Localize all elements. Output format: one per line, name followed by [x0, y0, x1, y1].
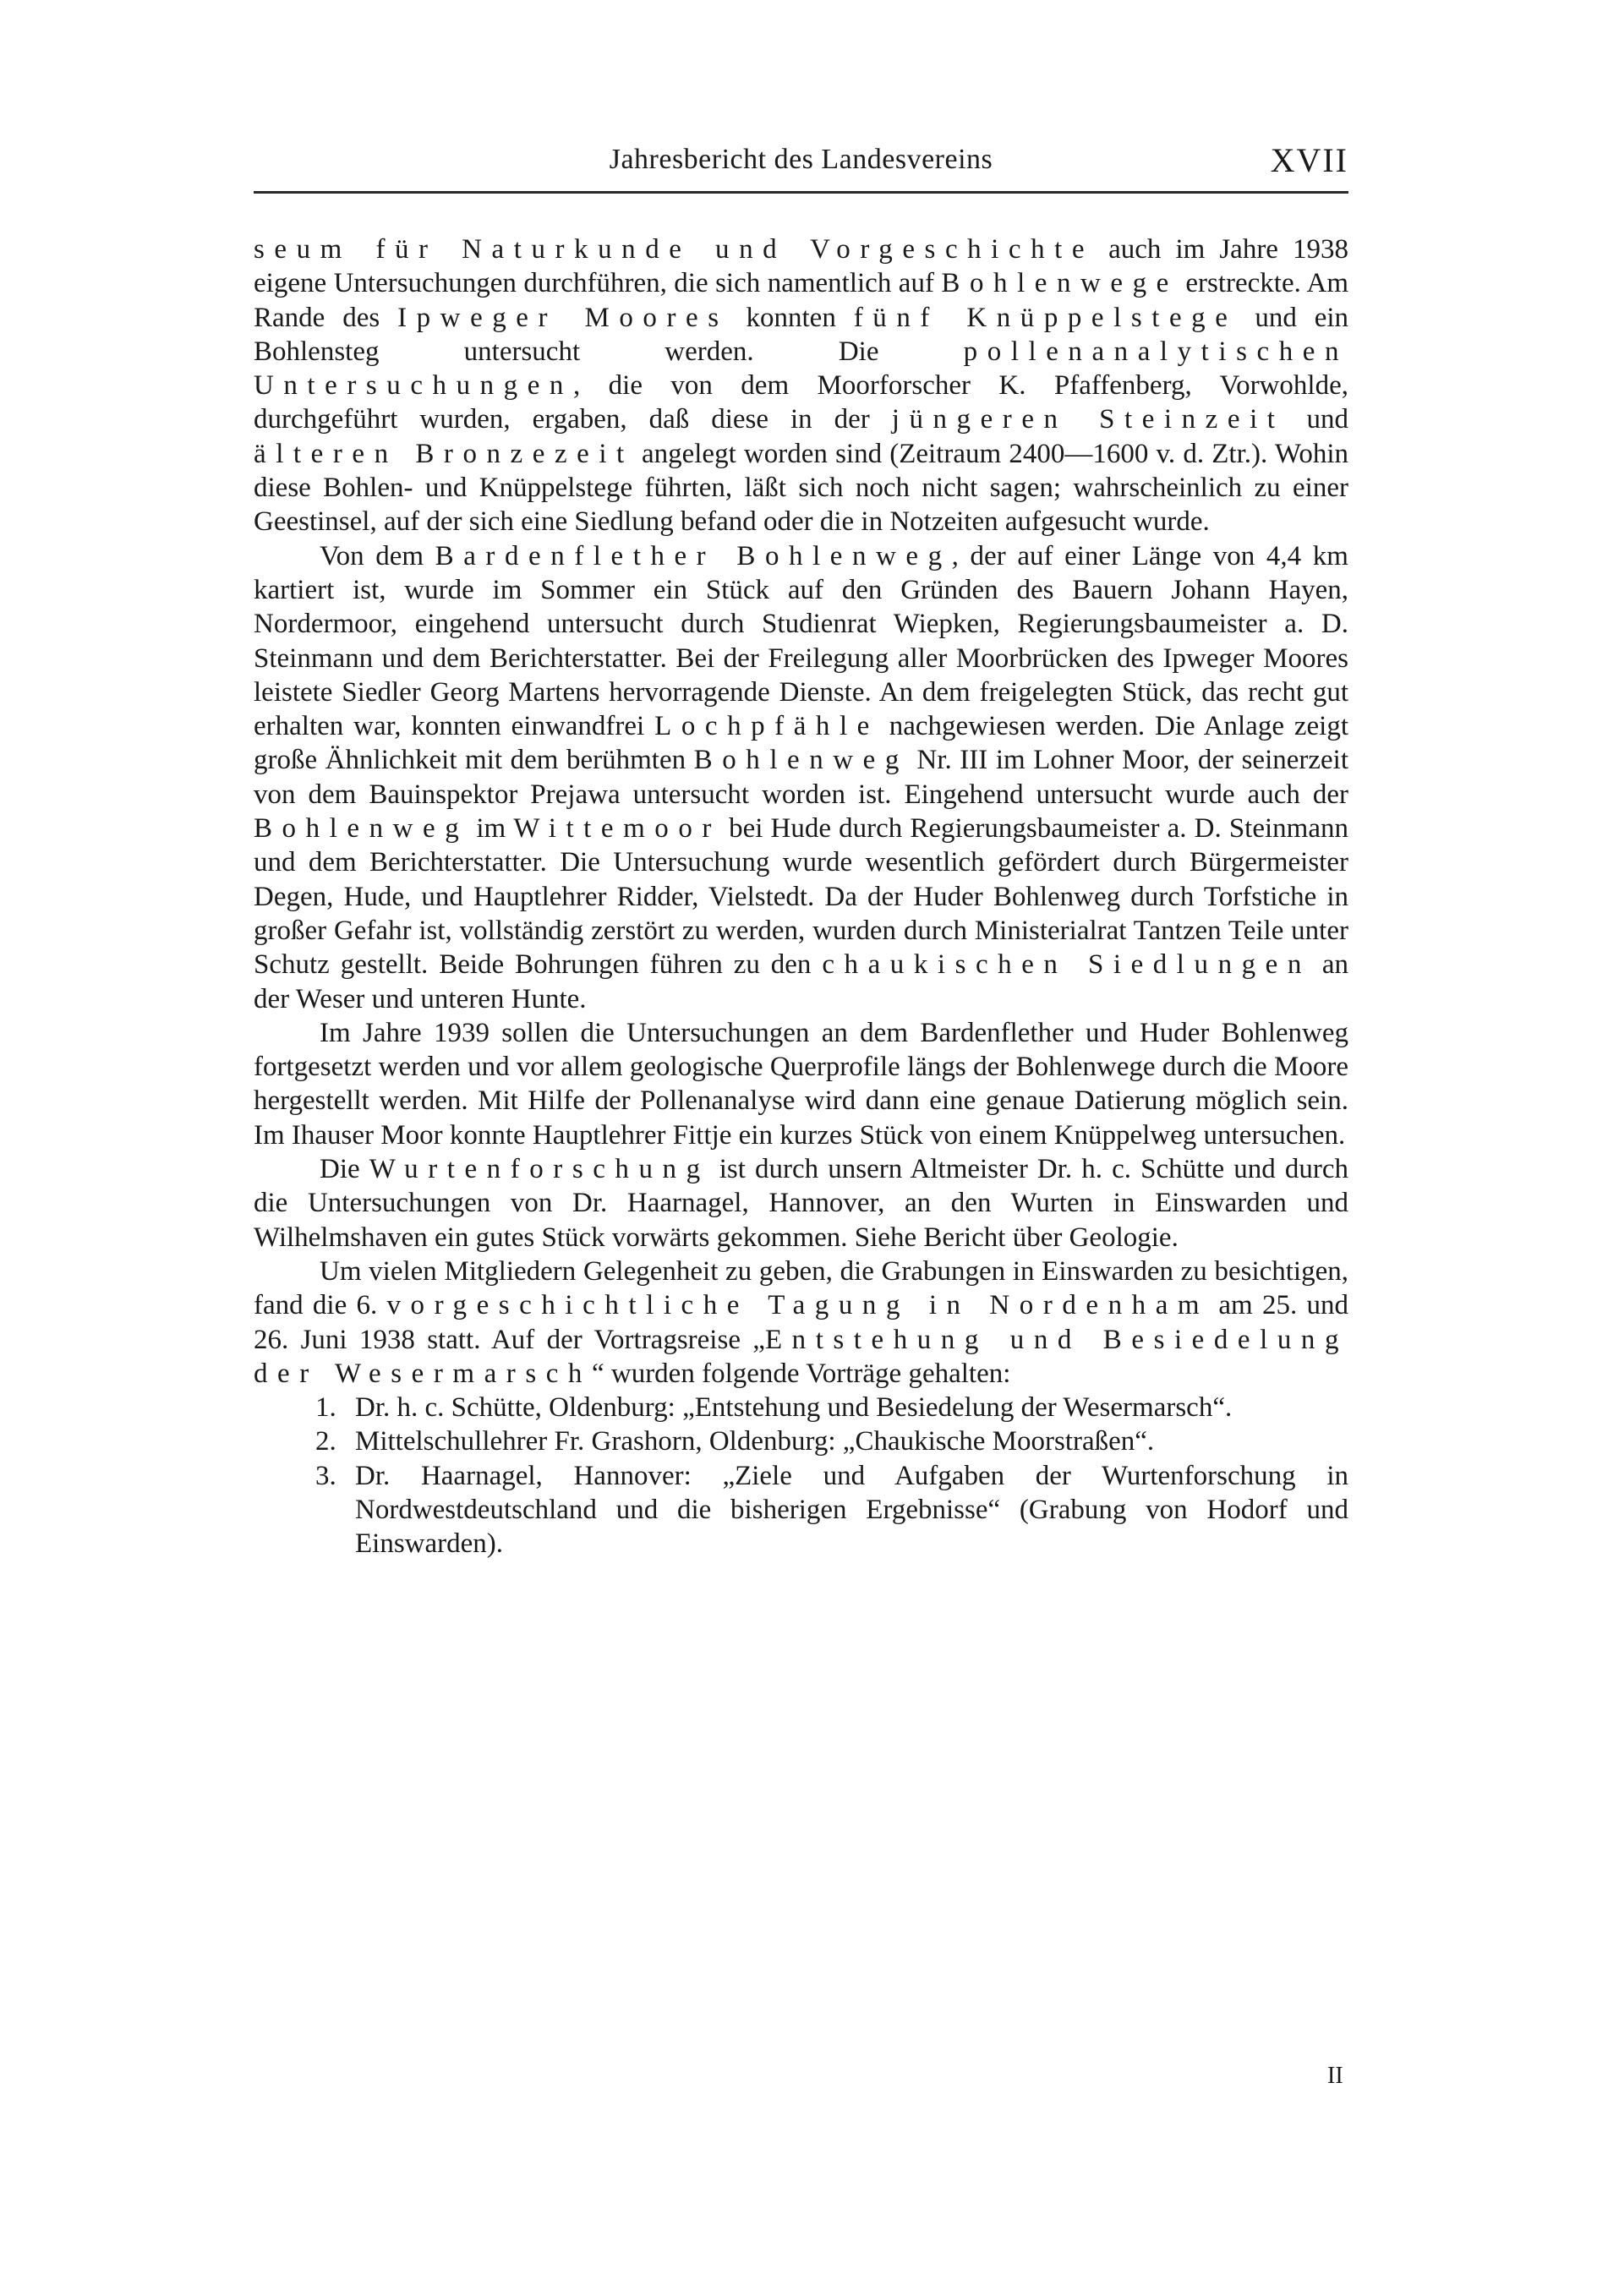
spaced-emphasis: jüngeren Steinzeit: [891, 404, 1285, 435]
spaced-emphasis: fünf Knüppelstege: [853, 302, 1238, 333]
text-run: und ein Bohlensteg untersucht werden. Die: [254, 302, 1349, 367]
spaced-emphasis: Lochpfähle: [654, 711, 879, 742]
text-run: angelegt worden sind (Zeitraum 2400—1600 v. d. Ztr.). Wohin diese Bohlen- und Knüppelstege führten, läßt sich noch nicht sagen; wahrscheinlich zu einer Geestinsel, auf der sich eine Siedlung befand oder die in Notzeiten aufgesucht wurde.: [254, 438, 1349, 538]
list-item: [254, 1424, 1348, 1458]
text-run: bei Hude durch Regierungsbaumeister a. D. Steinmann und dem Berichterstatter. Die Untersuchung wurde wesentlich gefördert durch Bürgermeister Degen, Hude, und Hauptlehrer Ridder, Vielstedt. Da der Huder Bohlenweg durch Torfstiche in großer Gefahr ist, vollständig zerstört zu werden, wurden durch Ministerialrat Tantzen Teile unter Schutz gestellt. Beide Bohrungen führen zu den: [254, 813, 1348, 981]
text-run: “ wurden folgende Vorträge gehalten:: [591, 1358, 1011, 1389]
text-run: Von dem: [320, 540, 435, 571]
list-number: 1.: [315, 1392, 336, 1424]
spaced-emphasis: Entstehung und Besiedelung der Wesermarsch: [254, 1324, 1348, 1389]
spaced-emphasis: älteren Bronzezeit: [254, 438, 634, 469]
page-header: [254, 141, 1348, 186]
text-run: , der auf einer Länge von 4,4 km kartiert ist, wurde im Sommer ein Stück auf den Gründen des Bauern Johann Hayen, Nordermoor, eingehend untersucht durch Studienrat Wiepken, Regierungsbaumeister a. D. Steinmann und dem Berichterstatter. Bei der Freilegung aller Moorbrücken des Ipweger Moores leistete Siedler Georg Martens hervorragende Dienste. An dem freigelegten Stück, das recht gut erhalten war, konnten einwandfrei: [254, 540, 1348, 742]
spaced-emphasis: Bohlenweg: [693, 745, 909, 776]
text-run: Im Jahre 1939 sollen die Untersuchungen an dem Bardenflether und Huder Bohlenweg fortgesetzt werden und vor allem geologische Querprofile längs der Bohlenwege durch die Moore hergestellt werden. Mit Hilfe der Pollenanalyse wird dann eine genaue Datierung möglich sein. Im Ihauser Moor konnte Hauptlehrer Fittje ein kurzes Stück von einem Knüppelweg untersuchen.: [254, 1017, 1348, 1151]
spaced-emphasis: Bohlenweg: [254, 813, 469, 845]
paragraph: [254, 1016, 1348, 1152]
list-number: 2.: [315, 1426, 336, 1457]
text-run: konnten: [728, 302, 854, 333]
spaced-emphasis: pollenanalytischen Untersuchungen: [254, 336, 1348, 402]
list-item: [254, 1459, 1348, 1561]
text-run: Nr. III im Lohner Moor, der seinerzeit von dem Bauinspektor Prejawa untersucht worden ist. Eingehend untersucht wurde auch der: [254, 745, 1348, 810]
signature-mark: II: [1327, 2063, 1343, 2089]
text-run: Um vielen Mitgliedern Gelegenheit zu geben, die Grabungen in Einswarden zu besichtigen, fand die 6.: [254, 1255, 1348, 1321]
spaced-emphasis: Bardenflether Bohlenweg: [435, 540, 952, 571]
spaced-emphasis: Ipweger Moores: [397, 302, 729, 333]
text-run: auch im Jahre 1938 eigene Untersuchungen durchführen, die sich namentlich auf: [254, 234, 1348, 299]
text-run: ist durch unsern Altmeister Dr. h. c. Schütte und durch die Untersuchungen von Dr. Haarnagel, Hannover, an den Wurten in Einswarden und Wilhelmshaven ein gutes Stück vorwärts gekommen. Siehe Bericht über Geologie.: [254, 1154, 1348, 1253]
spaced-emphasis: Wittemoor: [513, 813, 721, 845]
text-run: , die von dem Moorforscher K. Pfaffenberg, Vorwohlde, durchgeführt wurden, ergaben, daß diese in der: [254, 370, 1348, 435]
paragraph: [254, 232, 1348, 539]
list-item: [254, 1391, 1348, 1424]
list-text: Dr. Haarnagel, Hannover: „Ziele und Aufgaben der Wurtenforschung in Nordwestdeutschland und die bisherigen Ergebnisse“ (Grabung von Hodorf und Einswarden).: [355, 1460, 1348, 1560]
header-rule: [254, 191, 1348, 194]
list-number: 3.: [315, 1460, 336, 1491]
text-run: nachgewiesen werden. Die Anlage zeigt große Ähnlichkeit mit dem berühmten: [254, 711, 1348, 776]
text-run: im: [468, 813, 514, 845]
spaced-emphasis: chaukischen Siedlungen: [822, 949, 1311, 981]
spaced-emphasis: Bohlenwege: [941, 268, 1179, 299]
page-number: XVII: [1270, 141, 1348, 179]
text-run: und: [1284, 404, 1348, 435]
spaced-emphasis: vorgeschichtliche Tagung in Nordenham: [386, 1290, 1210, 1321]
text-run: Die: [320, 1154, 369, 1185]
text-run: am 25. und 26. Juni 1938 statt. Auf der Vortragsreise „: [254, 1290, 1348, 1355]
paragraph: [254, 1152, 1348, 1255]
spaced-emphasis: seum für Naturkunde und Vorgeschichte: [254, 234, 1095, 265]
list-text: Mittelschullehrer Fr. Grashorn, Oldenburg: „Chaukische Moorstraßen“.: [355, 1426, 1155, 1457]
paragraph: [254, 539, 1348, 1016]
text-run: erstreckte. Am Rande des: [254, 268, 1348, 333]
spaced-emphasis: Wurtenforschung: [369, 1154, 710, 1185]
list-text: Dr. h. c. Schütte, Oldenburg: „Entstehung und Besiedelung der Wesermarsch“.: [355, 1392, 1233, 1424]
paragraph: [254, 1255, 1348, 1391]
lecture-list: [254, 1391, 1348, 1561]
text-run: an der Weser und unteren Hunte.: [254, 949, 1348, 1014]
running-head: Jahresbericht des Landesvereins: [609, 144, 993, 175]
body-text: [254, 232, 1348, 1561]
